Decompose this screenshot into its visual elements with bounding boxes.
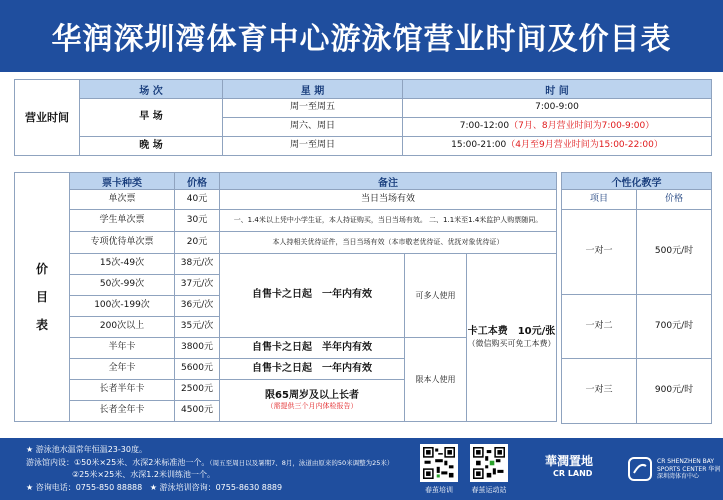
qr-code-sports bbox=[470, 444, 508, 482]
card-fee: 卡工本费 10元/张 bbox=[467, 326, 556, 338]
ticket-price: 38元/次 bbox=[175, 254, 220, 275]
hours-note: （4月至9月营业时间为15:00-22:00） bbox=[506, 140, 663, 151]
ticket-remark: 当日当场有效 bbox=[220, 190, 557, 210]
price-section-label bbox=[15, 173, 70, 422]
coaching-title: 个性化教学 bbox=[562, 173, 712, 190]
ticket-type: 50次-99次 bbox=[70, 275, 175, 296]
ticket-price: 4500元 bbox=[175, 401, 220, 422]
ticket-type: 100次-199次 bbox=[70, 296, 175, 317]
coaching-price: 500元/时 bbox=[637, 210, 712, 295]
hours-header-weekday: 星 期 bbox=[223, 80, 403, 99]
ticket-type: 学生单次票 bbox=[70, 210, 175, 232]
ticket-type: 单次票 bbox=[70, 190, 175, 210]
coaching-item: 一对二 bbox=[562, 295, 637, 359]
price-label-char: 目 bbox=[35, 290, 48, 304]
price-header-type: 票卡种类 bbox=[70, 173, 175, 190]
ticket-type: 长者半年卡 bbox=[70, 380, 175, 401]
footer-notes bbox=[26, 444, 393, 494]
hours-time-value: 15:00-21:00 bbox=[451, 140, 507, 151]
footer bbox=[0, 438, 723, 500]
ticket-type: 专项优待单次票 bbox=[70, 232, 175, 254]
coaching-price: 900元/时 bbox=[637, 359, 712, 424]
full-year-remark: 自售卡之日起 一年内有效 bbox=[220, 359, 405, 380]
ticket-type: 200次以上 bbox=[70, 317, 175, 338]
ticket-price: 20元 bbox=[175, 232, 220, 254]
coaching-header-item: 项目 bbox=[562, 190, 637, 210]
hours-note: （7月、8月营业时间为7:00-9:00） bbox=[509, 121, 655, 132]
ticket-price: 30元 bbox=[175, 210, 220, 232]
cr-land-logo bbox=[545, 452, 615, 488]
session-evening: 晚 场 bbox=[80, 137, 223, 156]
qr-code-icon bbox=[423, 447, 455, 479]
qr-sports-label: 春茧运动站 bbox=[471, 486, 507, 494]
sports-center-emblem-icon bbox=[627, 456, 653, 482]
cr-land-logo-cn: 華潤置地 bbox=[545, 454, 594, 468]
hours-time bbox=[403, 118, 712, 137]
hours-section-label: 营业时间 bbox=[15, 80, 80, 156]
coaching-header-price: 价格 bbox=[637, 190, 712, 210]
half-year-remark: 自售卡之日起 半年内有效 bbox=[220, 338, 405, 359]
hours-time bbox=[403, 137, 712, 156]
ticket-price: 35元/次 bbox=[175, 317, 220, 338]
ticket-type: 全年卡 bbox=[70, 359, 175, 380]
training-phone: 游泳培训咨询：0755-8630 8889 bbox=[159, 482, 283, 492]
hours-header-session: 场 次 bbox=[80, 80, 223, 99]
water-temp-text: 游泳池水温常年恒温23-30度。 bbox=[35, 445, 147, 454]
price-header-remark: 备注 bbox=[220, 173, 557, 190]
hours-header-time: 时 间 bbox=[403, 80, 712, 99]
ticket-remark: 一、1.4米以上凭中小学生证，本人持证购买，当日当场有效。 二、1.1米至1.4米监护人购票随同。 bbox=[220, 210, 557, 232]
hours-time: 7:00-9:00 bbox=[403, 99, 712, 118]
pool-note-2: ②25米×25米、水深1.2米训练池一个。 bbox=[72, 470, 215, 479]
price-header-price: 价格 bbox=[175, 173, 220, 190]
sports-center-logo bbox=[627, 454, 722, 488]
hours-weekday: 周一至周日 bbox=[223, 137, 403, 156]
coaching-table bbox=[561, 172, 712, 424]
cr-land-logo-en: CR LAND bbox=[553, 469, 593, 478]
single-user-remark: 限本人使用 bbox=[405, 338, 467, 422]
pool-note-1-text: 游泳馆内设：①50米×25米、水深2米标准池一个。 bbox=[26, 457, 210, 467]
qr-code-icon bbox=[473, 447, 505, 479]
price-label-char: 表 bbox=[35, 318, 48, 332]
price-table bbox=[14, 172, 557, 422]
qr-code-training bbox=[420, 444, 458, 482]
multi-pass-remark: 自售卡之日起 一年内有效 bbox=[220, 254, 405, 338]
session-morning: 早 场 bbox=[80, 99, 223, 137]
ticket-price: 37元/次 bbox=[175, 275, 220, 296]
hours-time-value: 7:00-12:00 bbox=[459, 121, 510, 132]
coaching-price: 700元/时 bbox=[637, 295, 712, 359]
coaching-item: 一对一 bbox=[562, 210, 637, 295]
senior-condition: 限65周岁及以上长者 bbox=[265, 389, 359, 401]
ticket-price: 5600元 bbox=[175, 359, 220, 380]
pool-note-1 bbox=[26, 457, 393, 470]
ticket-price: 40元 bbox=[175, 190, 220, 210]
card-fee-note: （微信购买可免工本费） bbox=[467, 338, 556, 348]
hours-weekday: 周一至周五 bbox=[223, 99, 403, 118]
ticket-type: 15次-49次 bbox=[70, 254, 175, 275]
ticket-price: 3800元 bbox=[175, 338, 220, 359]
ticket-type: 长者全年卡 bbox=[70, 401, 175, 422]
pool-note-1-detail: （周五至周日以及暑期7、8月，泳道由原来的50米调整为25米） bbox=[209, 458, 394, 467]
price-label-char: 价 bbox=[35, 262, 48, 276]
contact-line: ★ 咨询电话：0755-850 88888 ★ 游泳培训咨询：0755-8630 8889 bbox=[26, 482, 283, 492]
hours-weekday: 周六、周日 bbox=[223, 118, 403, 137]
card-fee-remark bbox=[467, 254, 557, 422]
ticket-price: 2500元 bbox=[175, 380, 220, 401]
water-temp-note: ★ 游泳池水温常年恒温23-30度。 bbox=[26, 445, 147, 454]
page-title: 华润深圳湾体育中心游泳馆营业时间及价目表 bbox=[0, 0, 723, 72]
senior-remark bbox=[220, 380, 405, 422]
sports-center-logo-text: CR SHENZHEN BAY SPORTS CENTER 华润深圳湾体育中心 bbox=[657, 458, 721, 480]
contact-phone: 咨询电话：0755-850 88888 bbox=[35, 482, 143, 492]
ticket-remark: 本人持相关优待证件，当日当场有效（本市敬老优待证、优抚对象优待证） bbox=[220, 232, 557, 254]
qr-training-label: 春茧培训 bbox=[425, 486, 453, 494]
multi-user-remark: 可多人使用 bbox=[405, 254, 467, 338]
ticket-type: 半年卡 bbox=[70, 338, 175, 359]
senior-note: （需提供三个月内体检报告） bbox=[266, 402, 358, 411]
hours-table bbox=[14, 79, 712, 156]
ticket-price: 36元/次 bbox=[175, 296, 220, 317]
coaching-item: 一对三 bbox=[562, 359, 637, 424]
